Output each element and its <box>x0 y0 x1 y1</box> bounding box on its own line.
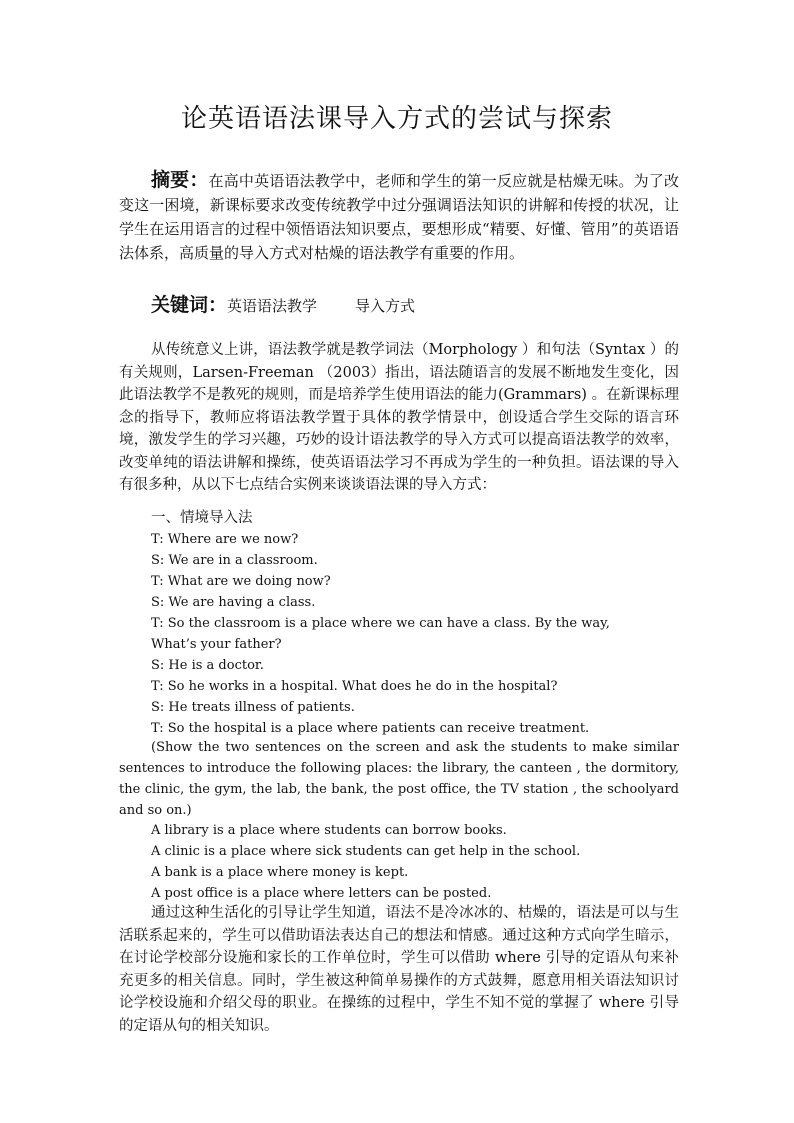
dialogue-line: T: So the classroom is a place where we can have a class. By the way, What’s your father? <box>151 616 610 652</box>
examples-block <box>151 820 580 904</box>
keywords-label: 关键词： <box>151 294 228 316</box>
abstract-text: 在高中英语语法教学中，老师和学生的第一反应就是枯燥无味。为了改变这一困境，新课标要求改变传统教学中过分强调语法知识的讲解和传授的状况，让学生在运用语言的过程中领悟语法知识要点，要想形成“精要、好懂、管用”的英语语法体系，高质量的导入方式对枯燥的语法教学有重要的作用。 <box>119 172 679 262</box>
dialogue-line: T: What are we doing now? <box>151 574 331 589</box>
instruction-note: (Show the two sentences on the screen and ask the students to make similar sentences to introduce the following places: the library, the canteen , the dormitory, the clinic, the gym, the lab, the bank, the post office, the TV station , the schoolyard and so on.) <box>119 740 679 818</box>
dialogue-line: T: So he works in a hospital. What does he do in the hospital? <box>151 679 558 694</box>
dialogue-line: S: We are having a class. <box>151 595 316 610</box>
keyword-item: 英语语法教学 <box>227 297 318 315</box>
dialogue-line: T: So the hospital is a place where patients can receive treatment. <box>151 721 590 736</box>
dialogue-line: T: Where are we now? <box>151 532 299 547</box>
conclusion-paragraph: 通过这种生活化的引导让学生知道，语法不是冷冰冰的、枯燥的，语法是可以与生活联系起来的，学生可以借助语法表达自己的想法和情感。通过这种方式向学生暗示，在讨论学校部分设施和家长的工作单位时，学生可以借助 where 引导的定语从句来补充更多的相关信息。同时，学生被这种简单易操作的方式鼓舞，愿意用相关语法知识讨论学校设施和介绍父母的职业。在操练的过程中，学生不知不觉的掌握了 where 引导的定语从句的相关知识。 <box>119 905 679 1034</box>
dialogue-line: S: We are in a classroom. <box>151 553 318 568</box>
example-sentence: A clinic is a place where sick students can get help in the school. <box>151 844 581 859</box>
section-heading: 一、情境导入法 <box>151 510 253 526</box>
keyword-item: 导入方式 <box>355 297 416 315</box>
abstract-paragraph <box>119 168 679 265</box>
dialogue-line: S: He treats illness of patients. <box>151 700 355 715</box>
example-sentence: A post office is a place where letters can be posted. <box>151 886 492 901</box>
dialogue-line: S: He is a doctor. <box>151 658 264 673</box>
abstract-label: 摘要： <box>151 169 209 191</box>
example-sentence: A bank is a place where money is kept. <box>151 865 409 880</box>
dialogue-block <box>151 508 691 739</box>
keywords-line <box>151 290 453 317</box>
document-title: 论英语语法课导入方式的尝试与探索 <box>180 104 613 134</box>
example-sentence: A library is a place where students can borrow books. <box>151 823 507 838</box>
intro-paragraph: 从传统意义上讲，语法教学就是教学词法（Morphology ）和句法（Syntax ）的有关规则，Larsen-Freeman （2003）指出，语法随语言的发展不断地发生变化，因此语法教学不是教死的规则，而是培养学生使用语法的能力(Grammars) 。在新课标理念的指导下，教师应将语法教学置于具体的教学情景中，创设适合学生交际的语言环境，激发学生的学习兴趣，巧妙的设计语法教学的导入方式可以提高语法教学的效率，改变单纯的语法讲解和操练，使英语语法学习不再成为学生的一种负担。语法课的导入有很多种，从以下七点结合实例来谈谈语法课的导入方式： <box>119 342 679 493</box>
